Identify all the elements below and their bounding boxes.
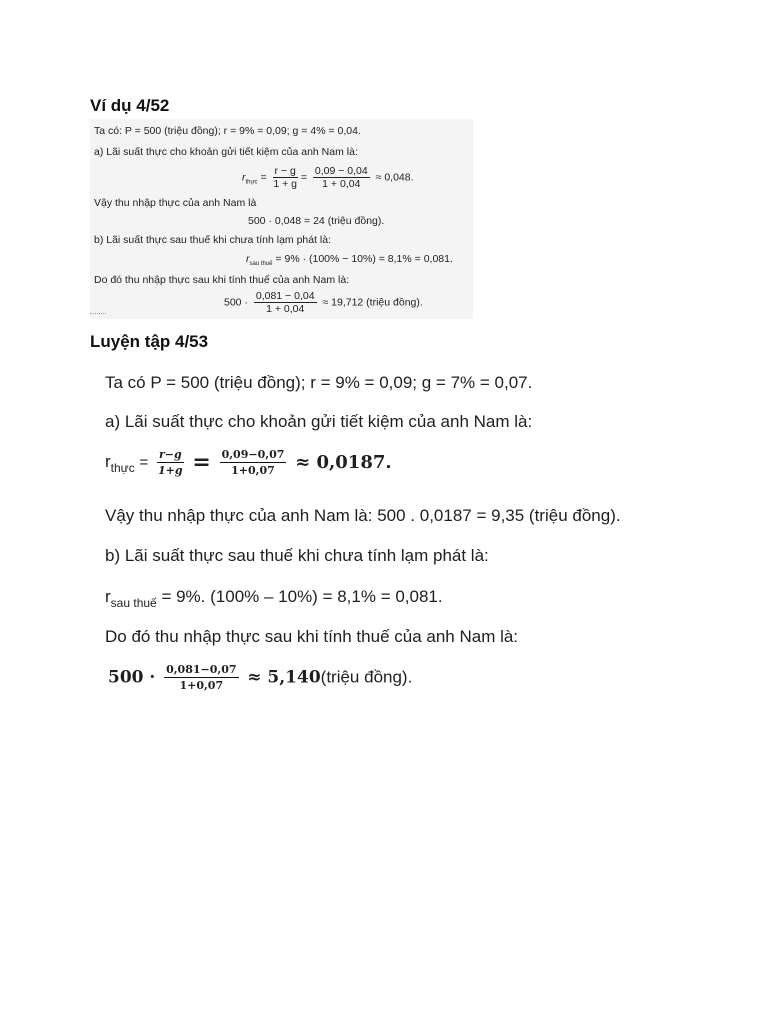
practice-r-symbol: r <box>105 451 111 471</box>
example-fraction-1-num: r − g <box>274 165 296 177</box>
practice-fraction-3 <box>164 663 238 692</box>
practice-fraction-1-num: r−g <box>158 448 182 461</box>
example-line-1: Ta có: P = 500 (triệu đồng); r = 9% = 0,09; g = 4% = 0,04. <box>94 125 361 137</box>
practice-fraction-2-den: 1+0,07 <box>231 464 275 477</box>
example-line-7: = 9% · (100% − 10%) = 8,1% = 0,081. <box>275 253 453 265</box>
example-fraction-2-den: 1 + 0,04 <box>322 178 361 190</box>
practice-line-4: Vậy thu nhập thực của anh Nam là: 500 . 0,0187 = 9,35 (triệu đồng). <box>105 506 621 525</box>
example-fraction-2 <box>313 165 370 190</box>
example-line-5: 500 · 0,048 = 24 (triệu đồng). <box>248 215 385 227</box>
practice-lead-8: 500 · <box>108 667 156 688</box>
practice-approx-3: ≈ 5,140 <box>247 667 321 688</box>
practice-r-subscript: thực <box>110 460 135 475</box>
practice-line-6: = 9%. (100% – 10%) = 8,1% = 0,081. <box>161 587 443 606</box>
practice-fraction-1-den: 1+g <box>158 464 183 477</box>
example-formula-1: $r_{thực}$ = $\frac{r - g}{1 + g}$ = $\frac{0,09 - 0,04}{1 + 0,04}$ ≈ 0,048. <box>242 165 414 190</box>
example-line-6: b) Lãi suất thực sau thuế khi chưa tính lạm phát là: <box>94 234 332 246</box>
example-fraction-3-den: 1 + 0,04 <box>266 303 305 315</box>
example-r2-subscript: sau thuế <box>249 261 273 267</box>
example-fraction-2-num: 0,09 − 0,04 <box>314 165 368 177</box>
example-line-4: Vậy thu nhập thực của anh Nam là <box>94 197 257 209</box>
example-r-symbol: r <box>242 171 246 184</box>
practice-unit-3: (triệu đồng). <box>320 667 413 687</box>
practice-r2-subscript: sau thuế <box>110 596 157 610</box>
practice-title: Luyện tập 4/53 <box>90 332 209 351</box>
practice-formula-3 <box>108 663 412 692</box>
practice-r2-symbol: r <box>105 587 111 606</box>
practice-equals-1: = <box>139 453 149 471</box>
example-fraction-3 <box>254 290 317 315</box>
practice-formula-1 <box>105 448 392 477</box>
practice-approx-1: ≈ 0,0187. <box>295 452 392 473</box>
example-approx-1: ≈ 0,048. <box>375 171 414 184</box>
example-approx-3: ≈ 19,712 (triệu đồng). <box>322 296 423 309</box>
decorative-dotted-mark <box>90 313 106 314</box>
example-lead-9: 500 · <box>224 296 248 309</box>
practice-fraction-1 <box>157 448 184 477</box>
practice-fraction-2 <box>220 448 287 477</box>
practice-fraction-3-den: 1+0,07 <box>179 679 224 692</box>
example-formula-3 <box>224 290 423 315</box>
practice-fraction-2-num: 0,09−0,07 <box>221 448 285 461</box>
practice-fraction-3-num: 0,081−0,07 <box>166 663 237 676</box>
example-title: Ví dụ 4/52 <box>90 96 170 115</box>
practice-line-5: b) Lãi suất thực sau thuế khi chưa tính lạm phát là: <box>105 546 489 565</box>
example-r-subscript: thực <box>245 179 258 186</box>
practice-line-1: Ta có P = 500 (triệu đồng); r = 9% = 0,09; g = 7% = 0,07. <box>105 373 533 392</box>
example-solution-image <box>90 119 473 319</box>
example-fraction-3-num: 0,081 − 0,04 <box>255 290 315 302</box>
example-line-8: Do đó thu nhập thực sau khi tính thuế của anh Nam là: <box>94 274 350 286</box>
practice-line-2: a) Lãi suất thực cho khoản gửi tiết kiệm của anh Nam là: <box>105 412 533 431</box>
practice-formula-2 <box>105 587 443 610</box>
practice-line-7: Do đó thu nhập thực sau khi tính thuế của anh Nam là: <box>105 627 519 646</box>
practice-equals-2: = <box>192 449 211 476</box>
example-fraction-1-den: 1 + g <box>273 178 297 190</box>
example-line-2: a) Lãi suất thực cho khoản gửi tiết kiệm của anh Nam là: <box>94 146 358 158</box>
example-fraction-1 <box>273 165 298 190</box>
example-r2-symbol: r <box>246 253 250 265</box>
example-formula-2 <box>246 253 453 267</box>
